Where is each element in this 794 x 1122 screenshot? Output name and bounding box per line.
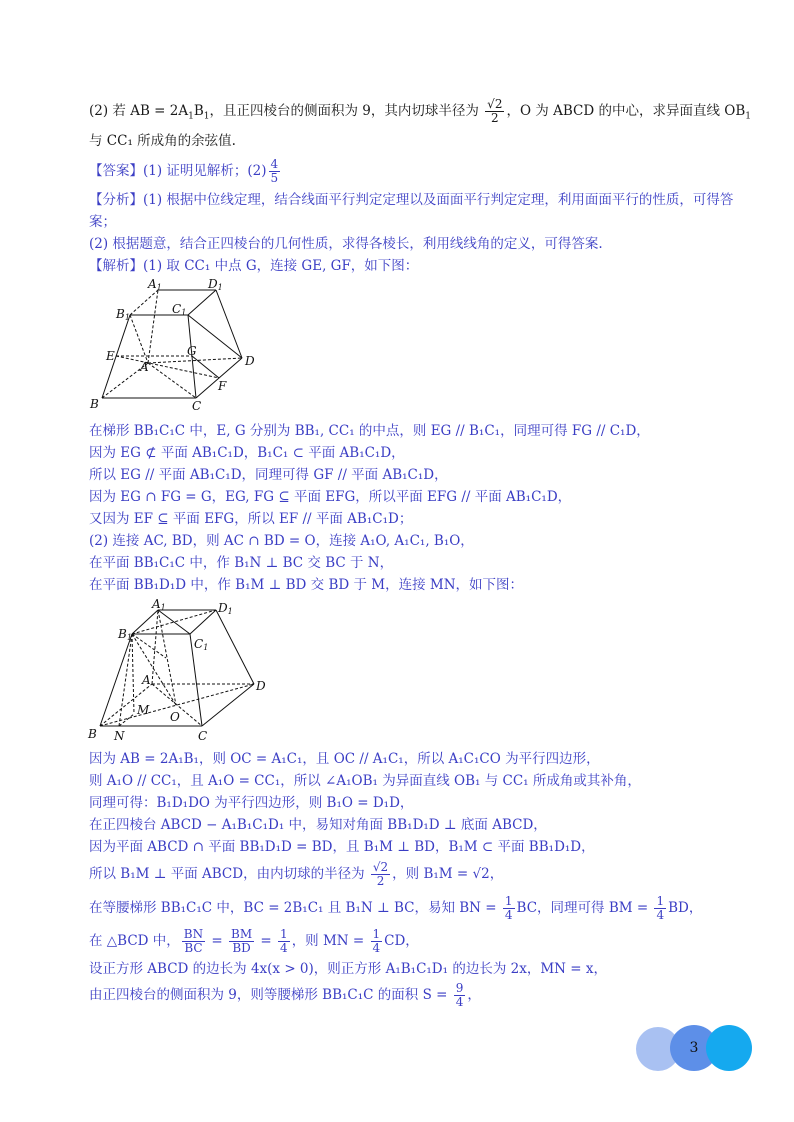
fig2-label-b: B [88,727,97,741]
fig2-label-n: N [114,729,125,743]
fig1-label-a: A [140,360,149,374]
analysis-line-3: (2) 根据题意，结合正四棱台的几何性质，求得各棱长，利用线线角的定义，可得答案. [89,236,603,252]
fig1-label-f: F [218,379,227,393]
fig2-label-b1: B1 [118,627,132,642]
fig2-label-a: A [142,673,151,687]
solution-line-9: 因为 AB = 2A₁B₁，则 OC = A₁C₁，且 OC // A₁C₁，所以 A₁C₁CO 为平行四边形， [89,751,600,767]
page-number-badge [636,1025,756,1071]
page-number: 3 [689,1040,699,1056]
fig2-label-m: M [137,703,150,717]
fig2-label-d: D [256,679,266,693]
solution-line-15: 在等腰梯形 BB₁C₁C 中，BC = 2B₁C₁ 且 B₁N ⊥ BC，易知 BN = $\frac{1}{4}$ BC，同理可得 BM = $\frac{1}{4}$ BD， [89,894,703,922]
figure-frustum-2 [86,598,276,744]
answer-tag: 【答案】 [89,163,143,179]
solution-line-17: 设正方形 ABCD 的边长为 4x(x > 0)，则正方形 A₁B₁C₁D₁ 的边长为 2x，MN = x， [89,961,607,977]
fig1-label-d1: D1 [208,278,223,292]
solution-line-8: 在平面 BB₁D₁D 中，作 B₁M ⊥ BD 交 BD 于 M，连接 MN，如下图： [89,577,524,593]
fig1-label-a1: A1 [148,278,162,292]
fig1-label-g: G [187,344,197,358]
solution-line-16: 在 △BCD 中， $\frac{BN}{BC}$ = $\frac{BM}{BD}$ = $\frac{1}{4}$ ，则 MN = $\frac{1}{4}$ CD， [89,927,419,955]
analysis-tag: 【分析】 [89,192,143,208]
answer-text: (1) 证明见解析；(2) [143,163,267,179]
question-line-2: 与 CC₁ 所成角的余弦值. [89,132,236,149]
question-text-a: (2) 若 AB = 2A [89,103,189,119]
solution-line-1: 在梯形 BB₁C₁C 中，E, G 分别为 BB₁, CC₁ 的中点，则 EG // B₁C₁，同理可得 FG // C₁D， [89,423,650,439]
solution-line-14: 所以 B₁M ⊥ 平面 ABCD，由内切球的半径为 $\frac{√2}{2}$ ，则 B₁M = √2， [89,860,504,888]
solution-line-4: 因为 EG ∩ FG = G，EG, FG ⊆ 平面 EFG，所以平面 EFG // 平面 AB₁C₁D， [89,489,572,505]
solution-line-11: 同理可得：B₁D₁DO 为平行四边形，则 B₁O = D₁D， [89,795,414,811]
solution-line-7: 在平面 BB₁C₁C 中，作 B₁N ⊥ BC 交 BC 于 N， [89,555,394,571]
solution-line-13: 因为平面 ABCD ∩ 平面 BB₁D₁D = BD，且 B₁M ⊥ BD，B₁M ⊂ 平面 BB₁D₁D， [89,839,595,855]
solution-intro: 【解析】(1) 取 CC₁ 中点 G，连接 GE, GF，如下图： [89,258,419,274]
fig2-label-a1: A1 [152,598,166,612]
solution-line-3: 所以 EG // 平面 AB₁C₁D，同理可得 GF // 平面 AB₁C₁D， [89,467,448,483]
analysis-line-2: 案； [89,214,116,230]
solution-line-6: (2) 连接 AC, BD，则 AC ∩ BD = O，连接 A₁O, A₁C₁, B₁O， [89,533,474,549]
question-line-1: (2) 若 AB = $2A_1B_1$，且正四棱台的侧面积为 9，其内切球半径为 $\frac{√2}{2}$ ，O 为 ABCD 的中心，求异面直线 $OB_1$ [89,97,751,125]
question-text-c: ，且正四棱台的侧面积为 9，其内切球半径为 [209,103,484,119]
fig2-label-c: C [198,729,208,743]
fig2-label-c1: C1 [194,637,209,652]
fig2-label-d1: D1 [218,601,233,616]
fig2-label-o: O [170,710,180,724]
fig1-label-e: E [106,349,115,363]
question [89,97,751,152]
solution-line-18: 由正四棱台的侧面积为 9，则等腰梯形 BB₁C₁C 的面积 S = $\frac{9}{4}$ ， [89,981,481,1009]
solution-tag: 【解析】 [89,258,143,274]
solution-line-10: 则 A₁O // CC₁，且 A₁O = CC₁，所以 ∠A₁OB₁ 为异面直线 OB₁ 与 CC₁ 所成角或其补角， [89,773,641,789]
answer-line [89,158,734,185]
solution-line-12: 在正四棱台 ABCD − A₁B₁C₁D₁ 中，易知对角面 BB₁D₁D ⊥ 底面 ABCD， [89,817,547,833]
fig1-label-b1: B1 [116,307,130,322]
solution-line-2: 因为 EG ⊄ 平面 AB₁C₁D，B₁C₁ ⊂ 平面 AB₁C₁D， [89,445,405,461]
analysis-line-1: 【分析】(1) 根据中位线定理，结合线面平行判定定理以及面面平行判定定理，利用面面平行的性质，可得答 [89,192,734,208]
fig1-label-c1: C1 [172,302,187,317]
question-text-d: ，O 为 ABCD 的中心，求异面直线 OB [506,103,746,119]
fig1-label-c: C [192,399,202,413]
question-text-b: B [193,103,204,119]
fig1-label-d: D [245,354,255,368]
answer-fraction: $\frac{4}{5}$ [270,157,279,185]
figure-frustum-1 [88,278,268,416]
solution-line-5: 又因为 EF ⊆ 平面 EFG，所以 EF // 平面 AB₁C₁D； [89,511,413,527]
fig1-label-b: B [90,397,99,411]
radius-fraction: $\frac{√2}{2}$ [487,97,503,125]
